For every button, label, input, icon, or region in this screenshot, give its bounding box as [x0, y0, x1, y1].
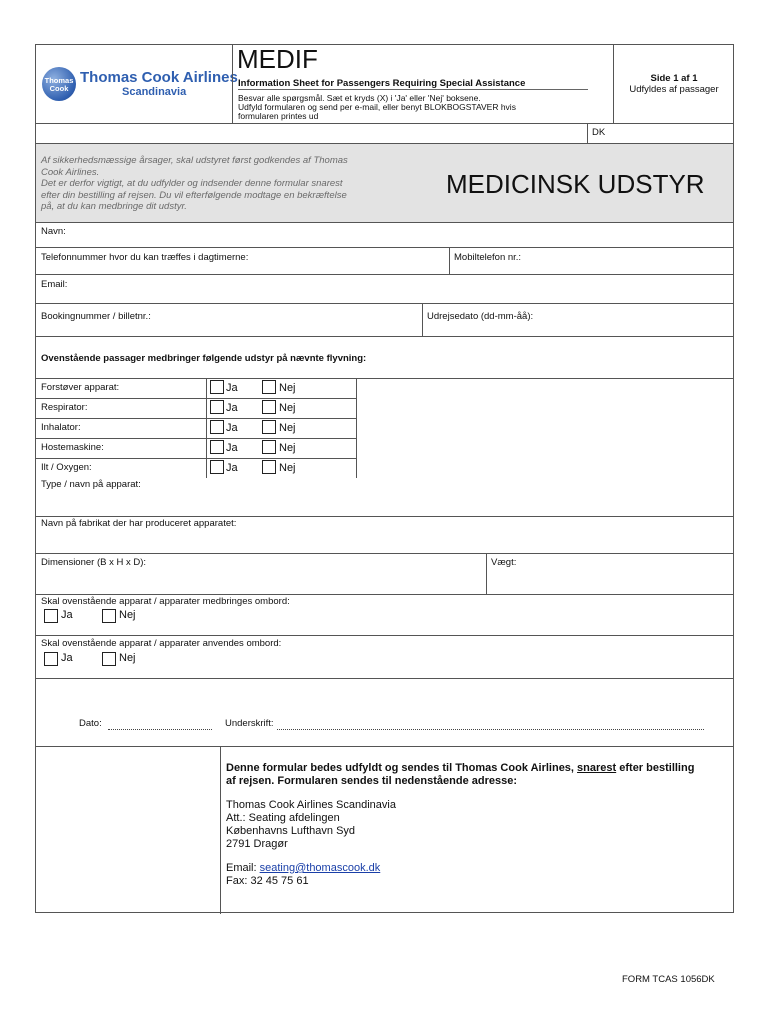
email-label: Email: [226, 862, 260, 874]
no-checkbox-inhaler[interactable] [262, 420, 276, 434]
yes-checkbox-cough-machine[interactable] [210, 440, 224, 454]
page-label: Side 1 af 1 [650, 73, 698, 84]
country-code: DK [592, 127, 606, 138]
email-line [226, 862, 380, 875]
email-field[interactable] [36, 275, 733, 303]
address-line-3: Københavns Lufthavn Syd [226, 825, 356, 837]
signature-label: Underskrift: [225, 718, 274, 729]
form-heading-medicinsk-udstyr: MEDICINSK UDSTYR [446, 169, 705, 199]
dimensions-field[interactable] [36, 554, 485, 594]
name-field-label: Navn: [41, 226, 66, 237]
mobile-field-label: Mobiltelefon nr.: [454, 252, 522, 263]
contact-email-link[interactable]: seating@thomascook.dk [259, 862, 381, 874]
equipment-label-oxygen: Ilt / Oxygen: [41, 462, 92, 473]
form-code: FORM TCAS 1056DK [622, 974, 715, 985]
airline-logo [36, 45, 238, 123]
departure-date-field[interactable] [423, 304, 733, 336]
yes-label: Ja [61, 652, 73, 664]
weight-label: Vægt: [491, 557, 517, 568]
logo-brand-name: Thomas Cook Airlines [80, 69, 238, 86]
instruction-line-3: formularen printes ud [238, 111, 319, 121]
date-field[interactable] [108, 721, 212, 730]
notice-line-3: Det er derfor vigtigt, at du udfylder og indsender denne formular snarest [41, 178, 343, 189]
no-label: Nej [279, 462, 296, 474]
signature-field[interactable] [277, 721, 704, 730]
no-label: Nej [279, 382, 296, 394]
yes-checkbox-oxygen[interactable] [210, 460, 224, 474]
medif-form [35, 44, 734, 913]
dimensions-label: Dimensioner (B x H x D): [41, 557, 147, 568]
yes-label: Ja [226, 422, 238, 434]
use-onboard-no-checkbox[interactable] [102, 652, 116, 666]
yes-label: Ja [226, 442, 238, 454]
logo-region-name: Scandinavia [122, 86, 187, 98]
manufacturer-field[interactable] [36, 530, 733, 553]
address-line-2: Att.: Seating afdelingen [226, 812, 340, 824]
notice-line-5: på, at du kan medbringe dit udstyr. [41, 201, 187, 212]
send-instruction-text-end: efter bestilling [616, 762, 695, 774]
no-label: Nej [279, 422, 296, 434]
mailing-address [226, 799, 396, 851]
no-label: Nej [119, 652, 136, 664]
form-title-medif: MEDIF [237, 44, 318, 74]
phone-field-label: Telefonnummer hvor du kan træffes i dagtimerne: [41, 252, 249, 263]
send-instruction-emphasis: snarest [577, 762, 617, 774]
name-field[interactable] [36, 223, 733, 247]
notice-line-4: efter din bestilling af rejsen. Du vil efterfølgende modtage en bekræftelse [41, 189, 347, 201]
yes-label: Ja [61, 609, 73, 621]
no-label: Nej [119, 609, 136, 621]
form-subtitle: Information Sheet for Passengers Requiring Special Assistance [238, 78, 588, 90]
booking-field[interactable] [36, 304, 421, 336]
equipment-label-respirator: Respirator: [41, 402, 88, 413]
email-field-label: Email: [41, 279, 68, 290]
address-line-4: 2791 Dragør [226, 838, 288, 850]
send-instruction-line-1 [226, 762, 726, 775]
manufacturer-label: Navn på fabrikat der har produceret apparatet: [41, 518, 237, 529]
send-instruction-text: Denne formular bedes udfyldt og sendes til Thomas Cook Airlines, [226, 762, 578, 774]
fax-line: Fax: 32 45 75 61 [226, 875, 309, 887]
phone-field[interactable] [36, 248, 448, 274]
device-type-label: Type / navn på apparat: [41, 479, 141, 490]
logo-mark-bottom: Cook [49, 84, 69, 93]
use-onboard-question: Skal ovenstående apparat / apparater anvendes ombord: [41, 638, 282, 649]
no-label: Nej [279, 402, 296, 414]
mobile-field[interactable] [450, 248, 733, 274]
no-label: Nej [279, 442, 296, 454]
yes-checkbox-respirator[interactable] [210, 400, 224, 414]
date-label: Dato: [79, 718, 102, 729]
yes-label: Ja [226, 402, 238, 414]
equipment-heading: Ovenstående passager medbringer følgende udstyr på nævnte flyvning: [41, 353, 367, 364]
weight-field[interactable] [487, 554, 733, 594]
no-checkbox-cough-machine[interactable] [262, 440, 276, 454]
instruction-line-1: Besvar alle spørgsmål. Sæt et kryds (X) i 'Ja' eller 'Nej' boksene. [238, 93, 481, 103]
filled-by-label: Udfyldes af passager [629, 84, 719, 95]
send-instruction-line-2: af rejsen. Formularen sendes til nedenstående adresse: [226, 775, 517, 787]
logo-mark-top: Thomas [44, 76, 74, 85]
no-checkbox-respirator[interactable] [262, 400, 276, 414]
device-type-field[interactable] [36, 491, 733, 516]
address-line-1: Thomas Cook Airlines Scandinavia [226, 799, 396, 811]
bring-onboard-yes-checkbox[interactable] [44, 609, 58, 623]
bring-onboard-no-checkbox[interactable] [102, 609, 116, 623]
yes-label: Ja [226, 462, 238, 474]
thomas-cook-logo-icon [42, 67, 76, 101]
notice-line-2: Cook Airlines. [41, 166, 100, 178]
instruction-line-2: Udfyld formularen og send per e-mail, eller benyt BLOKBOGSTAVER hvis [238, 102, 516, 112]
notice-line-1: Af sikkerhedsmæssige årsager, skal udstyret først godkendes af Thomas [41, 155, 348, 166]
booking-field-label: Bookingnummer / billetnr.: [41, 311, 151, 322]
contact-details [226, 862, 380, 888]
yes-checkbox-inhaler[interactable] [210, 420, 224, 434]
use-onboard-yes-checkbox[interactable] [44, 652, 58, 666]
no-checkbox-nebulizer[interactable] [262, 380, 276, 394]
equipment-label-cough-machine: Hostemaskine: [41, 442, 104, 453]
equipment-label-nebulizer: Forstøver apparat: [41, 382, 120, 393]
send-instruction [226, 762, 726, 788]
bring-onboard-question: Skal ovenstående apparat / apparater medbringes ombord: [41, 596, 290, 607]
no-checkbox-oxygen[interactable] [262, 460, 276, 474]
yes-checkbox-nebulizer[interactable] [210, 380, 224, 394]
yes-label: Ja [226, 382, 238, 394]
notice-text [41, 155, 348, 213]
departure-date-label: Udrejsedato (dd-mm-åå): [427, 311, 534, 322]
equipment-label-inhaler: Inhalator: [41, 422, 81, 433]
